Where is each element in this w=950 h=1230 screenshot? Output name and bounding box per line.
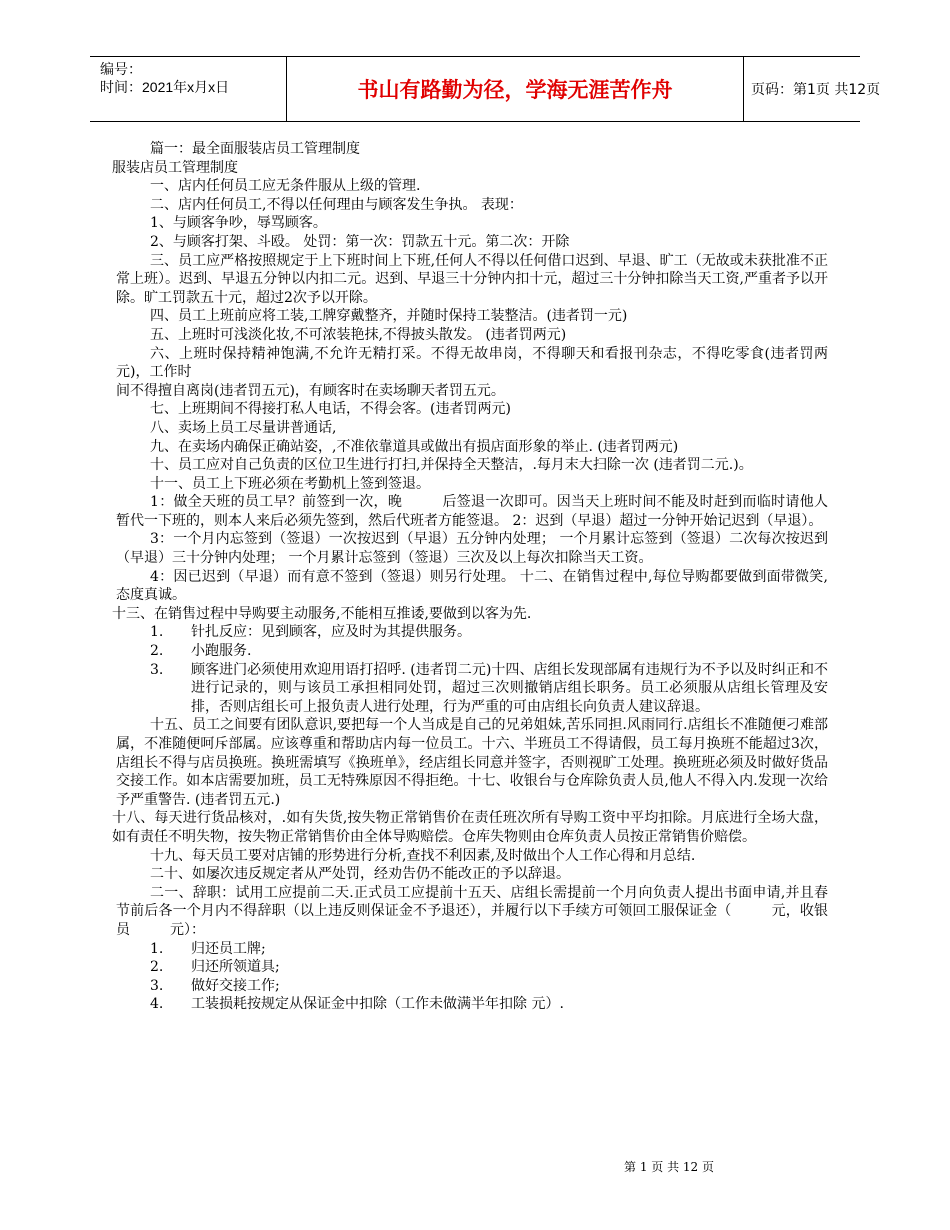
list-text: 归还所领道具; [191, 959, 280, 976]
document-date-label: 时间：2021年x月x日 [100, 79, 230, 95]
paragraph-part: 元，收银员 [116, 903, 829, 938]
list-text: 顾客进门必须使用欢迎用语打招呼. (违者罚二元)十四、店组长发现部属有违规行为不予以及时纠正和不进行记录的，则与该员工承担相同处罚，超过三次则撤销店组长职务。员工必须服从店组长管理及安排，否则店组长可上报负责人进行处理，行为严重的可由店组长向负责人建议辞退。 [191, 661, 828, 715]
paragraph: 1、与顾客争吵，辱骂顾客。 [150, 215, 327, 232]
paragraph: 二、店内任何员工,不得以任何理由与顾客发生争执。 表现： [150, 196, 523, 213]
list-number: 3. [150, 661, 164, 678]
list-item [116, 642, 828, 661]
list-text: 针扎反应：见到顾客，应及时为其提供服务。 [191, 624, 471, 641]
list-text: 归还员工牌; [191, 940, 266, 957]
list-item [116, 661, 828, 717]
numbered-list [116, 623, 828, 716]
paragraph: 十八、每天进行货品核对，.如有失货,按失物正常销售价在责任班次所有导购工资中平均扣除。月底进行全场大盘，如有责任不明失物，按失物正常销售价由全体导购赔偿。仓库失物则由仓库负责人员按正常销售价赔偿。 [112, 810, 828, 845]
list-item [116, 940, 828, 959]
document-number-label: 编号： [100, 61, 142, 77]
paragraph: 十一、员工上下班必须在考勤机上签到签退。 [150, 475, 430, 492]
paragraph-part: 1：做全天班的员工早？前签到一次，晚 [150, 494, 403, 511]
document-subtitle: 服装店员工管理制度 [112, 159, 238, 176]
header-motto: 书山有路勤为径，学海无涯苦作舟 [286, 57, 744, 121]
document-title: 篇一：最全面服装店员工管理制度 [150, 141, 360, 157]
paragraph: 3：一个月内忘签到（签退）一次按迟到（早退）五分钟内处理； 一个月累计忘签到（签退）二次每次按迟到（早退）三十分钟内处理； 一个月累计忘签到（签退）三次及以上每次扣除当天工资。 [116, 531, 828, 567]
paragraph: 六、上班时保持精神饱满,不允许无精打采。不得无故串岗，不得聊天和看报刊杂志，不得吃零食(违者罚两元)，工作时 [116, 345, 828, 381]
paragraph [116, 493, 828, 530]
document-body [112, 140, 829, 1014]
header-page-label: 页码：第1页 共12页 [751, 82, 881, 98]
list-item [116, 623, 828, 642]
paragraph: 二十、如屡次违反规定者从严处罚，经劝告仍不能改正的予以辞退。 [150, 866, 570, 883]
list-number: 1. [150, 940, 164, 957]
paragraph: 十九、每天员工要对店铺的形势进行分析,查找不利因素,及时做出个人工作心得和月总结. [150, 847, 696, 864]
paragraph: 2、与顾客打架、斗殴。 处罚：第一次：罚款五十元。第二次：开除 [150, 233, 570, 250]
paragraph-part: 后签退一次即可。因当天上班时间不能及时赶到而临时请他人暂代一下班的，则本人来后必须先签到，然后代班者方能签退。 2：迟到（早退）超过一分钟开始记迟到（早退）。 [116, 494, 829, 529]
list-text: 工装损耗按规定从保证金中扣除（工作未做满半年扣除 元）. [191, 996, 564, 1013]
paragraph: 4：因已迟到（早退）而有意不签到（签退）则另行处理。 十二、在销售过程中,每位导购都要做到面带微笑,态度真诚。 [116, 568, 828, 604]
paragraph: 十、员工应对自己负责的区位卫生进行打扫,并保持全天整洁，.每月末大扫除一次 (违者罚二元.)。 [150, 457, 753, 474]
paragraph: 三、员工应严格按照规定于上下班时间上下班,任何人不得以任何借口迟到、早退、旷工（无故或未获批准不正常上班）。迟到、早退五分钟以内扣二元。迟到、早退三十分钟内扣十元，超过三十分钟扣除当天工资,严重者予以开除。旷工罚款五十元，超过2次予以开除。 [116, 252, 828, 306]
list-number: 2. [150, 959, 164, 976]
paragraph: 五、上班时可浅淡化妆,不可浓装艳抹,不得披头散发。 (违者罚两元) [150, 326, 567, 343]
numbered-list [116, 940, 828, 1014]
paragraph: 一、店内任何员工应无条件服从上级的管理. [150, 178, 421, 195]
paragraph: 十三、在销售过程中导购要主动服务,不能相互推诿,要做到以客为先. [112, 605, 532, 622]
list-number: 4. [150, 996, 164, 1013]
footer-page-number: 第 1 页 共 12 页 [624, 1160, 714, 1174]
paragraph: 十五、员工之间要有团队意识,要把每一个人当成是自己的兄弟姐妹,苦乐同担.风雨同行.店组长不准随便刁难部属，不准随便呵斥部属。应该尊重和帮助店内每一位员工。十六、半班员工不得请假，员工每月换班不能超过3次，店组长不得与店员换班。换班需填写《换班单》，经店组长同意并签字，否则视旷工处理。换班班必须及时做好货品交接工作。如本店需要加班，员工无特殊原因不得拒绝。十七、收银台与仓库除负责人员,他人不得入内.发现一次给予严重警告. (违者罚五元.) [116, 717, 828, 808]
list-item [116, 995, 828, 1014]
list-number: 2. [150, 643, 164, 660]
paragraph: 四、员工上班前应将工装,工牌穿戴整齐，并随时保持工装整洁。(违者罚一元) [150, 308, 628, 325]
page-footer [0, 1158, 950, 1175]
list-text: 做好交接工作; [191, 977, 280, 994]
list-item [116, 958, 828, 977]
paragraph-part: 二一、辞职：试用工应提前二天.正式员工应提前十五天、店组长需提前一个月向负责人提出书面申请,并且春节前后各一个月内不得辞职（以上违反则保证金不予退还），并履行以下手续方可领回工服保证金（ [116, 884, 828, 920]
paragraph-part: 元）： [170, 921, 205, 938]
paragraph [116, 884, 828, 940]
header-meta-cell [90, 57, 286, 121]
paragraph: 七、上班期间不得接打私人电话，不得会客。(违者罚两元) [150, 401, 511, 418]
list-number: 1. [150, 624, 164, 641]
paragraph: 八、卖场上员工尽量讲普通话, [150, 419, 337, 436]
paragraph: 九、在卖场内确保正确站姿，,不准依靠道具或做出有损店面形象的举止. (违者罚两元) [150, 438, 679, 455]
paragraph: 间不得擅自离岗(违者罚五元)，有顾客时在卖场聊天者罚五元。 [116, 382, 505, 399]
list-number: 3. [150, 977, 164, 994]
list-text: 小跑服务. [191, 643, 252, 660]
header-table [90, 56, 881, 122]
list-item [116, 977, 828, 996]
